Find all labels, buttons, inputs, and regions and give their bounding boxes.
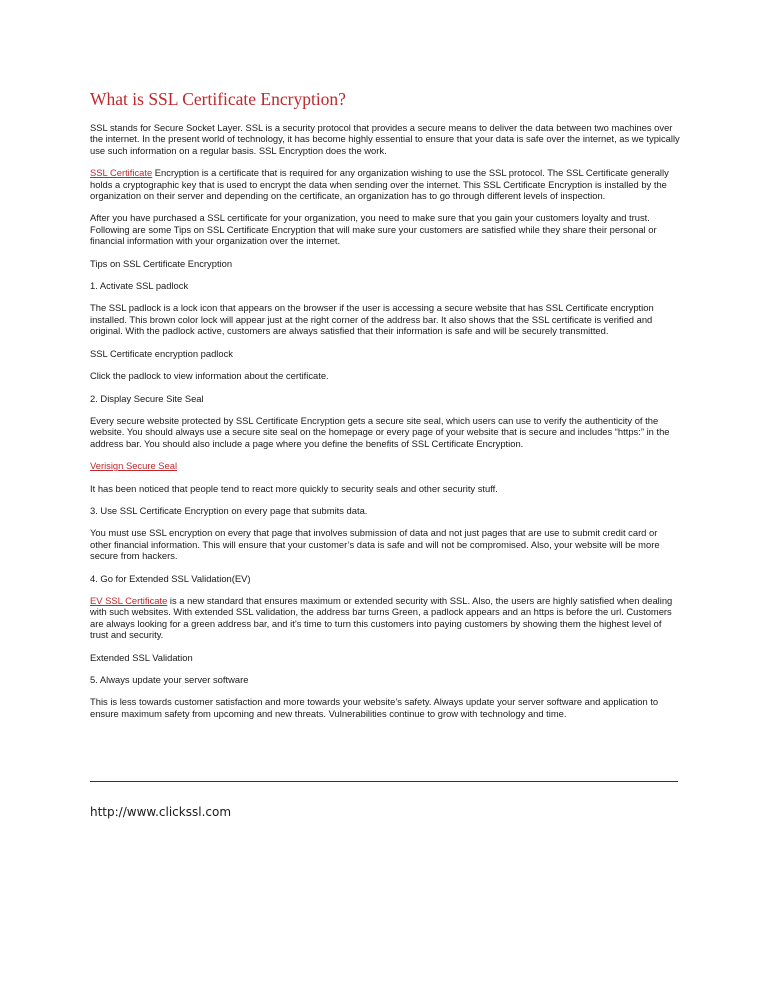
paragraph-padlock-caption: SSL Certificate encryption padlock	[90, 347, 233, 359]
paragraph-tips-heading: Tips on SSL Certificate Encryption	[90, 257, 233, 269]
ev-ssl-certificate-link[interactable]: EV SSL Certificate	[90, 594, 168, 606]
tip-4-heading: 4. Go for Extended SSL Validation(EV)	[90, 572, 251, 584]
paragraph-verisign	[90, 460, 680, 471]
ssl-certificate-link[interactable]: SSL Certificate	[90, 167, 153, 179]
footer-url: http://www.clickssl.com	[90, 805, 232, 819]
paragraph-intro: SSL stands for Secure Socket Layer. SSL is a security protocol that provides a secure means to deliver the data between two machines over the internet. In the present world of technology, it has become highly essential to ensure that your data is safe over the internet, as we typically use such information on a regular basis. SSL Encryption does the work.	[90, 122, 680, 156]
tip-1-heading: 1. Activate SSL padlock	[90, 280, 189, 292]
paragraph-ssl-certificate-text: Encryption is a certificate that is required for any organization wishing to use the SSL protocol. The SSL Certificate generally holds a cryptographic key that is used to encrypt the data when sending over the internet. This SSL Certificate Encryption is installed by the organization on their server and depending on the certificate, an organization has to go through different levels of inspection.	[90, 167, 669, 202]
verisign-secure-seal-link[interactable]: Verisign Secure Seal	[90, 460, 178, 472]
document-body	[90, 88, 680, 730]
paragraph-ev-ssl	[90, 595, 680, 641]
paragraph-ev-caption: Extended SSL Validation	[90, 651, 193, 663]
paragraph-security-seals: It has been noticed that people tend to react more quickly to security seals and other security stuff.	[90, 482, 498, 494]
paragraph-every-page: You must use SSL encryption on every that page that involves submission of data and not just pages that are use to submit credit card or other financial information. This will ensure that your customer’s data is safe and will not be compromised. Also, your website will be more secure from hackers.	[90, 527, 660, 562]
paragraph-padlock: The SSL padlock is a lock icon that appears on the browser if the user is accessing a secure website that has SSL Certificate encryption installed. This brown color lock will appear just at the right corner of the address bar. It also shows that the SSL certificate is verified and original. With the padlock active, customers are always satisfied that their information is safe and will be securely transmitted.	[90, 302, 654, 337]
paragraph-update-software: This is less towards customer satisfaction and more towards your website’s safety. Always update your server software and application to ensure maximum safety from upcoming and new threats. Vulnerabilities continue to grow with technology and time.	[90, 696, 659, 719]
footer-divider	[90, 781, 678, 782]
paragraph-site-seal: Every secure website protected by SSL Certificate Encryption gets a secure site seal, which users can use to verify the authenticity of the website. You should always use a secure site seal on the homepage or every page of your website that is secure and includes “https:” in the address bar. You should also include a page where you define the benefits of SSL Certificate Encryption.	[90, 414, 670, 449]
tip-3-heading: 3. Use SSL Certificate Encryption on every page that submits data.	[90, 504, 368, 516]
paragraph-purchase: After you have purchased a SSL certificate for your organization, you need to make sure that you gain your customers loyalty and trust. Following are some Tips on SSL Certificate Encryption that will make sure your customers are satisfied while they share their personal or financial information with your organization over the internet.	[90, 212, 657, 247]
paragraph-ev-ssl-text: is a new standard that ensures maximum or extended security with SSL. Also, the users are highly satisfied when dealing with such websites. With extended SSL validation, the address bar turns Green, a padlock appears and an https is before the url. Customers are always looking for a green address bar, and it’s time to turn this customers into paying customers by showing them the highest level of trust and security.	[90, 594, 673, 641]
tip-2-heading: 2. Display Secure Site Seal	[90, 392, 204, 404]
page-title: What is SSL Certificate Encryption?	[90, 89, 346, 109]
paragraph-ssl-certificate	[90, 167, 680, 201]
paragraph-click-padlock: Click the padlock to view information about the certificate.	[90, 370, 329, 382]
tip-5-heading: 5. Always update your server software	[90, 674, 249, 685]
